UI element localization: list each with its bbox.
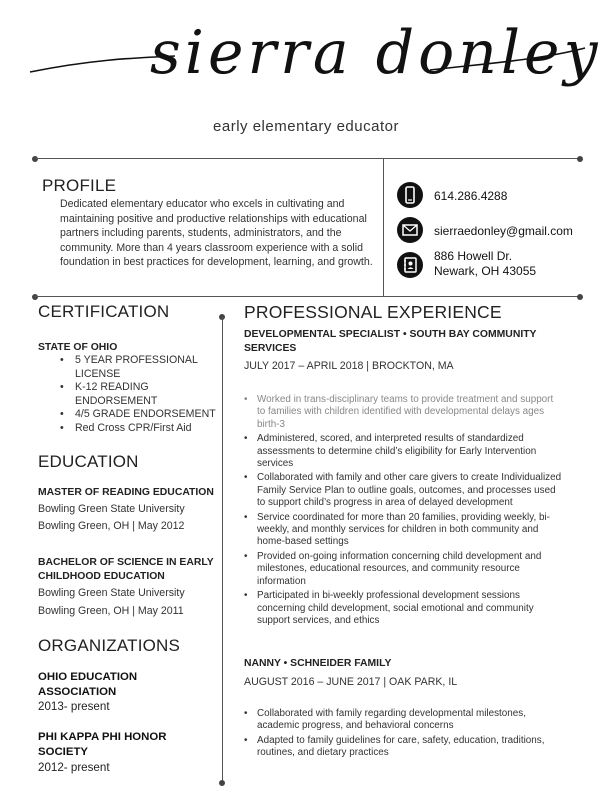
profile-body: Dedicated elementary educator who excels in cultivating and maintaining positive and productive relationships with educational partners including parents, students, administrators, and the community. More than 4 years classroom experience with a solid foundation in best practices for development, learning, and growth.	[60, 198, 373, 269]
list-item: • K-12 READING ENDORSEMENT	[60, 381, 220, 408]
list-item: • Collaborated with family and other care givers to create Individualized Family Service Plan to outline goals, outcomes, and processes used to support child’s progress in area of delayed development	[244, 472, 564, 509]
column-separator	[222, 317, 223, 785]
experience-heading: PROFESSIONAL EXPERIENCE	[244, 302, 502, 322]
education-school: Bowling Green State University	[38, 503, 185, 515]
list-item: • Service coordinated for more than 20 families, providing weekly, bi-weekly, and monthly services for children in both community and home-based settings	[244, 512, 564, 549]
job-title: DEVELOPMENTAL SPECIALIST • SOUTH BAY COMMUNITY SERVICES	[244, 329, 537, 354]
divider-dot	[219, 780, 225, 786]
education-degree: MASTER OF READING EDUCATION	[38, 487, 214, 498]
contact-address-line1: 886 Howell Dr.	[434, 249, 513, 263]
certification-heading: CERTIFICATION	[38, 302, 170, 321]
job-title: NANNY • SCHNEIDER FAMILY	[244, 658, 392, 669]
profile-heading: PROFILE	[42, 176, 117, 195]
profile-separator	[383, 159, 384, 297]
divider-dot	[32, 294, 38, 300]
phone-icon	[397, 182, 423, 208]
list-item: • Administered, scored, and interpreted results of standardized assessments to determine child’s eligibility for Early Intervention services	[244, 433, 564, 470]
list-item: • Worked in trans-disciplinary teams to provide treatment and support to families with children identified with developmental delays ages birth-3	[244, 394, 564, 431]
contact-phone[interactable]: 614.286.4288	[434, 189, 508, 203]
organizations-heading: ORGANIZATIONS	[38, 636, 181, 655]
job-dates: JULY 2017 – APRIL 2018 | BROCKTON, MA	[244, 360, 454, 372]
organization-years: 2013- present	[38, 700, 110, 713]
organization-years: 2012- present	[38, 761, 110, 774]
address-book-icon	[397, 252, 423, 278]
divider-dot	[32, 156, 38, 162]
education-degree: BACHELOR OF SCIENCE IN EARLY CHILDHOOD EDUCATION	[38, 557, 214, 582]
certification-state: STATE OF OHIO	[38, 342, 118, 353]
education-location-date: Bowling Green, OH | May 2012	[38, 520, 185, 532]
divider-dot	[577, 156, 583, 162]
top-divider	[35, 158, 580, 159]
list-item: • 5 YEAR PROFESSIONAL LICENSE	[60, 354, 220, 381]
organization-name: OHIO EDUCATION ASSOCIATION	[38, 671, 138, 698]
candidate-name: sierra donley	[150, 18, 602, 88]
candidate-title: early elementary educator	[213, 118, 399, 135]
divider-dot	[577, 294, 583, 300]
list-item: • Adapted to family guidelines for care, safety, education, traditions, routines, and dietary practices	[244, 735, 564, 760]
education-heading: EDUCATION	[38, 452, 139, 471]
middle-divider	[35, 296, 580, 297]
list-item: • 4/5 GRADE ENDORSEMENT	[60, 408, 220, 422]
list-item: • Participated in bi-weekly professional development sessions concerning child development, social emotional and community support services, and ethics	[244, 590, 564, 627]
organization-name: PHI KAPPA PHI HONOR SOCIETY	[38, 731, 167, 758]
education-school: Bowling Green State University	[38, 587, 185, 599]
job-bullets	[244, 394, 564, 629]
contact-address-line2: Newark, OH 43055	[434, 264, 537, 278]
contact-email[interactable]: sierraedonley@gmail.com	[434, 224, 573, 238]
list-item: • Red Cross CPR/First Aid	[60, 422, 220, 436]
email-icon	[397, 217, 423, 243]
education-location-date: Bowling Green, OH | May 2011	[38, 605, 184, 617]
job-bullets	[244, 708, 564, 762]
job-dates: AUGUST 2016 – JUNE 2017 | OAK PARK, IL	[244, 676, 458, 688]
list-item: • Collaborated with family regarding developmental milestones, academic progress, and behavioral concerns	[244, 708, 564, 733]
certification-list	[60, 354, 220, 436]
list-item: • Provided on-going information concerning child development and milestones, educational resources, and community resource information	[244, 551, 564, 588]
